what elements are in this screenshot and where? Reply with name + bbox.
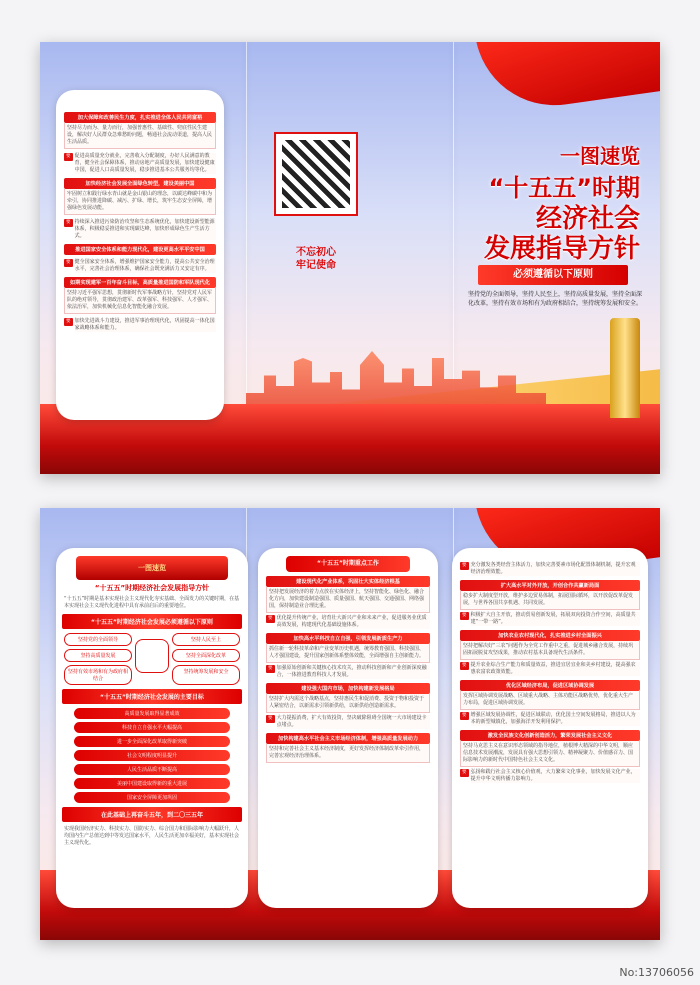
list-item (460, 562, 640, 576)
item-body: 坚持尽力而为、量力而行，加强普惠性、基础性、兜底性民生建设，解决好人民群众急难愁盼问题，畅通社会流动渠道，提高人民生活品质。 (64, 123, 216, 149)
section-bar: “十五五”时期经济社会发展的主要目标 (62, 689, 242, 704)
red-flag-decoration (475, 42, 660, 116)
item-body: 促进高质量充分就业，完善收入分配制度，办好人民满意的教育，健全社会保障体系，推动房地产高质量发展，加快建设健康中国，促进人口高质量发展，稳步推进基本公共服务均等化。 (74, 153, 215, 173)
panel-right-card (452, 548, 648, 908)
list-item (266, 633, 430, 679)
tag-badge: 要 (462, 713, 467, 718)
item-body: 大力提振消费，扩大有效投资，坚决破除阻碍全国统一大市场建设卡点堵点。 (277, 715, 430, 729)
list-item (460, 630, 640, 676)
item-heading: 加快农业农村现代化，扎实推进乡村全面振兴 (460, 630, 640, 641)
tag-badge: 要 (462, 663, 467, 668)
list-item (64, 259, 216, 273)
list-item (64, 277, 216, 314)
goal-item: 进一步全面深化改革取得新突破 (74, 736, 230, 747)
list-item (460, 730, 640, 783)
panel-middle-card (258, 548, 438, 908)
principle-item: 坚持统筹发展和安全 (172, 665, 240, 685)
item-heading: 扩大高水平对外开放，开创合作共赢新局面 (460, 580, 640, 591)
item-body: 坚持把解决好“三农”问题作为全党工作重中之重，促进城乡融合发展，持续巩固拓展脱贫攻坚成果，推动农村基本具备现代生活条件。 (460, 641, 640, 660)
item-body: 稳步扩大制度型开放，维护多边贸易体制，拓展国际循环，以开放促改革促发展，与世界各国共享机遇、共同发展。 (460, 591, 640, 610)
cover-intro: 坚持党的全面领导，坚持人民至上，坚持高质量发展，坚持全面深化改革，坚持有效市场和有为政府相结合，坚持统筹发展和安全。 (468, 291, 643, 307)
list-item (266, 683, 430, 729)
item-body: 抓住新一轮科技革命和产业变革历史机遇，统筹教育强国、科技强国、人才强国建设，提升国家创新体系整体效能，全面增强自主创新能力。 (266, 644, 430, 663)
principle-item: 坚持人民至上 (172, 633, 240, 646)
item-heading: 推进国家安全体系和能力现代化，建设更高水平平安中国 (64, 244, 216, 255)
item-body: 增强区域发展协调性，促进区域联动，优化国土空间发展格局，推进以人为本的新型城镇化，加强海洋开发利用保护。 (471, 712, 640, 726)
list-item (266, 576, 430, 629)
item-heading: 激发全民族文化创新创造活力，繁荣发展社会主义文化 (460, 730, 640, 741)
principles-grid (56, 633, 248, 685)
cover-title-line: 发展指导方针 (483, 234, 640, 264)
item-body: 优化提升传统产业，培育壮大新兴产业和未来产业，促进服务业优质高效发展，构建现代化基础设施体系。 (277, 615, 430, 629)
tag-badge: 要 (66, 260, 71, 265)
item-heading: 加大保障和改善民生力度，扎实推进全体人民共同富裕 (64, 112, 216, 123)
banner: 一图速览 (76, 556, 228, 580)
cover-title-line: “十五五”时期 (488, 174, 640, 202)
principle-item: 坚持全面深化改革 (172, 649, 240, 662)
item-body: 健全国家安全体系，增强维护国家安全能力，提高公共安全治理水平，完善社会治理体系，确保社会既充满活力又安定有序。 (74, 259, 215, 272)
tag-badge: 要 (268, 616, 273, 621)
item-body: 发挥区域协调发展战略、区域重大战略、主体功能区战略优势，优化重大生产力布局，促进区域协调发展。 (460, 691, 640, 710)
tag-badge: 要 (268, 666, 273, 671)
cover-title-line: 一图速览 (560, 144, 640, 168)
tag-badge: 要 (66, 154, 71, 159)
item-body: 弘扬和践行社会主义核心价值观，大力繁荣文化事业，加快发展文化产业，提升中华文明传播力影响力。 (471, 769, 640, 783)
qr-code[interactable] (274, 132, 358, 216)
list-item (64, 244, 216, 255)
list-item (64, 219, 216, 240)
tag-badge: 要 (462, 613, 467, 618)
item-heading: 建设现代化产业体系，巩固壮大实体经济根基 (266, 576, 430, 587)
principles-ribbon: 必须遵循以下原则 (478, 265, 628, 285)
tag-badge: 要 (462, 563, 467, 568)
cover-title-line: 经济社会 (535, 204, 640, 234)
item-body: 坚持扩大内需这个战略基点，坚持惠民生和促消费、投资于物和投资于人紧密结合，以新需求引领新供给，以新供给创造新需求。 (266, 694, 430, 713)
section-bar: 在此基础上再奋斗五年，到二〇三五年 (62, 807, 242, 822)
list-item (64, 153, 216, 174)
list-item (460, 580, 640, 626)
item-body: 坚持习近平强军思想，贯彻新时代军事战略方针，坚持党对人民军队的绝对领导，贯彻政治建军、改革强军、科技强军、人才强军、依法治军，加快机械化信息化智能化融合发展。 (64, 288, 216, 314)
goal-item: 高质量发展取得显著成效 (74, 708, 230, 719)
principle-item: 坚持高质量发展 (64, 649, 132, 662)
goal-item: 国家安全屏障更加巩固 (74, 792, 230, 803)
item-heading: 如期实现建军一百年奋斗目标，高质量推进国防和军队现代化 (64, 277, 216, 288)
panel-left-card (56, 548, 248, 908)
goal-item: 人民生活品质不断提高 (74, 764, 230, 775)
item-body: 加强原始创新和关键核心技术攻关，推动科技创新和产业创新深度融合，一体推进教育科技人才发展。 (277, 665, 430, 679)
goal-item: 社会文明程度明显提升 (74, 750, 230, 761)
watermark-id: No:13706056 (619, 966, 694, 979)
intro-paragraph: “十五五”时期是基本实现社会主义现代化夯实基础、全面发力的关键时期，在基本实现社会主义现代化进程中具有承前启后的重要地位。 (64, 596, 240, 609)
item-body: 充分激发各类经营主体活力，加快完善要素市场化配置体制机制，提升宏观经济治理效能。 (471, 562, 640, 576)
huabiao-column-decoration (610, 318, 640, 418)
item-body: 牢固树立和践行绿水青山就是金山银山的理念，以碳达峰碳中和为牵引，协同推进降碳、减污、扩绿、增长，筑牢生态安全屏障，增强绿色发展动能。 (64, 189, 216, 215)
qr-code-pattern (282, 140, 350, 208)
item-heading: 加快高水平科技自立自强，引领发展新质生产力 (266, 633, 430, 644)
section-bar: “十五五”时期经济社会发展必须遵循以下原则 (62, 614, 242, 629)
item-heading: 建设强大国内市场，加快构建新发展格局 (266, 683, 430, 694)
list-item (64, 112, 216, 149)
item-body: 加快先进战斗力建设，推进军事治理现代化，巩固提高一体化国家战略体系和能力。 (74, 318, 215, 331)
list-item (266, 733, 430, 763)
item-heading: 优化区域经济布局，促进区域协调发展 (460, 680, 640, 691)
item-body: 积极扩大自主开放，推动贸易创新发展，拓展双向投资合作空间，高质量共建“一带一路”。 (471, 612, 640, 626)
vision-paragraph: 实现我国经济实力、科技实力、国防实力、综合国力和国际影响力大幅跃升，人均国内生产总值达到中等发达国家水平，人民生活更加幸福美好，基本实现社会主义现代化。 (64, 826, 240, 846)
principle-item: 坚持党的全面领导 (64, 633, 132, 646)
panel-left-card (56, 90, 224, 420)
item-body: 提升农业综合生产能力和质量效益，推进宜居宜业和美乡村建设，提高强农惠农富农政策效能。 (471, 662, 640, 676)
motto-line: 不忘初心 (296, 247, 336, 258)
item-heading: 加快经济社会发展全面绿色转型，建设美丽中国 (64, 178, 216, 189)
tag-badge: 要 (268, 716, 273, 721)
goal-item: 科技自立自强水平大幅提高 (74, 722, 230, 733)
motto-line: 牢记使命 (296, 260, 336, 271)
principle-item: 坚持有效市场和有为政府相结合 (64, 665, 132, 685)
list-item (64, 178, 216, 215)
item-body: 坚持把发展经济的着力点放在实体经济上，坚持智能化、绿色化、融合化方向，加快建设制造强国、质量强国、航天强国、交通强国、网络强国，保持制造业合理比重。 (266, 587, 430, 613)
tag-badge: 要 (66, 220, 71, 225)
banner: “十五五”时期重点工作 (286, 556, 410, 572)
goal-item: 美丽中国建设取得新的重大进展 (74, 778, 230, 789)
item-body: 坚持马克思主义在意识形态领域的指导地位，植根博大精深的中华文明，顺应信息技术发展潮流，发展具有强大思想引领力、精神凝聚力、价值感召力、国际影响力的新时代中国特色社会主义文化。 (460, 741, 640, 767)
list-item (460, 680, 640, 726)
subtitle: “十五五”时期经济社会发展指导方针 (94, 584, 210, 592)
tag-badge: 要 (462, 770, 467, 775)
item-body: 持续深入推进污染防治攻坚和生态系统优化，加快建设新型能源体系，积极稳妥推进和实现碳达峰，加快形成绿色生产生活方式。 (74, 219, 215, 239)
color-wheel-icon (135, 639, 169, 673)
item-heading: 加快构建高水平社会主义市场经济体制，增强高质量发展动力 (266, 733, 430, 744)
tag-badge: 要 (66, 319, 71, 324)
item-body: 坚持和完善社会主义基本经济制度，更好发挥经济体制改革牵引作用，完善宏观经济治理体系。 (266, 744, 430, 763)
list-item (64, 318, 216, 332)
